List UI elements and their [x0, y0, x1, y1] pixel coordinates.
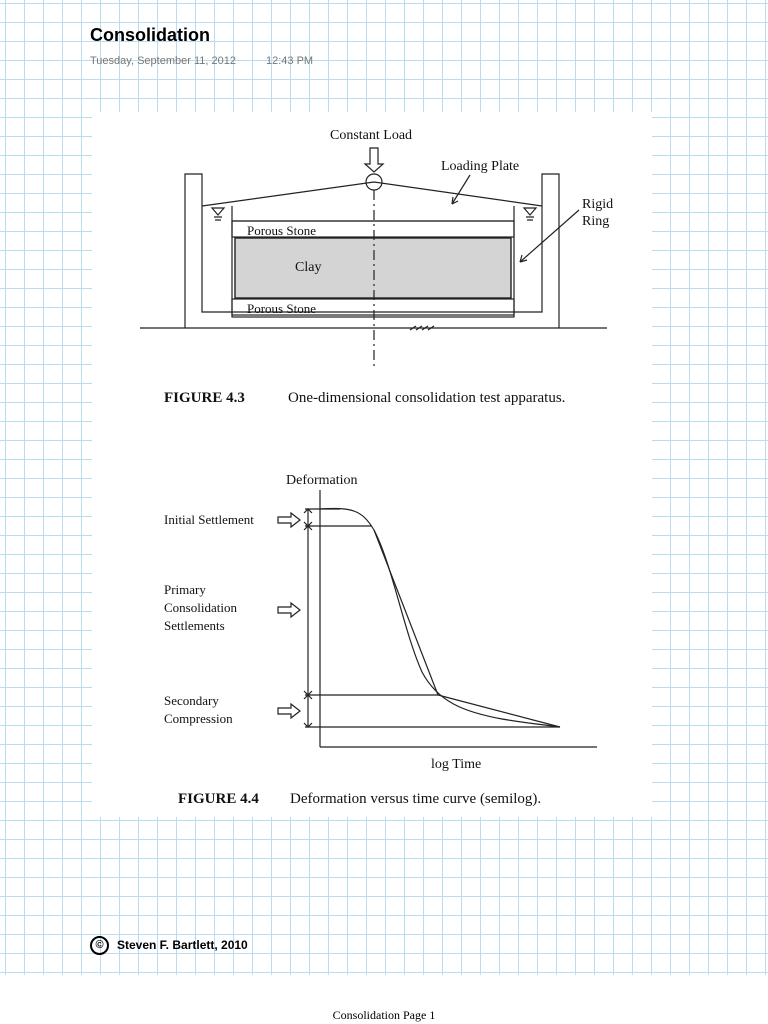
label-rigid: Rigid [582, 197, 614, 212]
label-loading-plate: Loading Plate [441, 159, 520, 174]
label-secondary-2: Compression [164, 711, 233, 726]
secondary-tangent [438, 695, 560, 727]
label-porous-stone-bottom: Porous Stone [247, 301, 316, 316]
primary-tangent [374, 530, 438, 695]
figure-4-4 [278, 490, 597, 747]
figure-svg [92, 112, 652, 817]
label-constant-load: Constant Load [330, 128, 413, 143]
page-title: Consolidation [90, 25, 210, 45]
label-initial-settlement: Initial Settlement [164, 512, 254, 527]
y-axis-label: Deformation [286, 473, 358, 488]
copyright-icon: © [90, 936, 109, 955]
plate-leader [452, 175, 470, 204]
label-porous-stone-top: Porous Stone [247, 223, 316, 238]
clay-sample [235, 238, 511, 298]
page-time: 12:43 PM [266, 55, 314, 67]
label-primary-2: Consolidation [164, 600, 237, 615]
figure-4-3 [140, 148, 610, 370]
load-arrow-icon [365, 148, 383, 172]
copyright-text: Steven F. Bartlett, 2010 [117, 938, 248, 952]
water-level-left-icon [212, 208, 224, 220]
caption-43-number: FIGURE 4.3 [164, 390, 245, 406]
caption-43-text: One-dimensional consolidation test apparatus. [288, 390, 566, 406]
page-date: Tuesday, September 11, 2012 [90, 55, 236, 67]
label-primary-1: Primary [164, 582, 206, 597]
page-footer: Consolidation Page 1 [332, 1008, 436, 1022]
caption-44-text: Deformation versus time curve (semilog). [290, 791, 542, 807]
x-axis-label: log Time [431, 757, 482, 772]
loading-plate [202, 182, 542, 206]
arrow-primary-icon [278, 603, 300, 617]
arrow-initial-icon [278, 513, 300, 527]
ring-leader [520, 210, 579, 262]
deformation-curve [320, 508, 560, 727]
water-level-right-icon [524, 208, 536, 220]
label-secondary-1: Secondary [164, 693, 219, 708]
label-ring: Ring [582, 214, 610, 229]
label-clay: Clay [295, 260, 322, 275]
arrow-secondary-icon [278, 704, 300, 718]
figure-image [92, 112, 652, 817]
caption-44-number: FIGURE 4.4 [178, 791, 259, 807]
copyright-line [90, 934, 248, 956]
label-primary-3: Settlements [164, 618, 225, 633]
